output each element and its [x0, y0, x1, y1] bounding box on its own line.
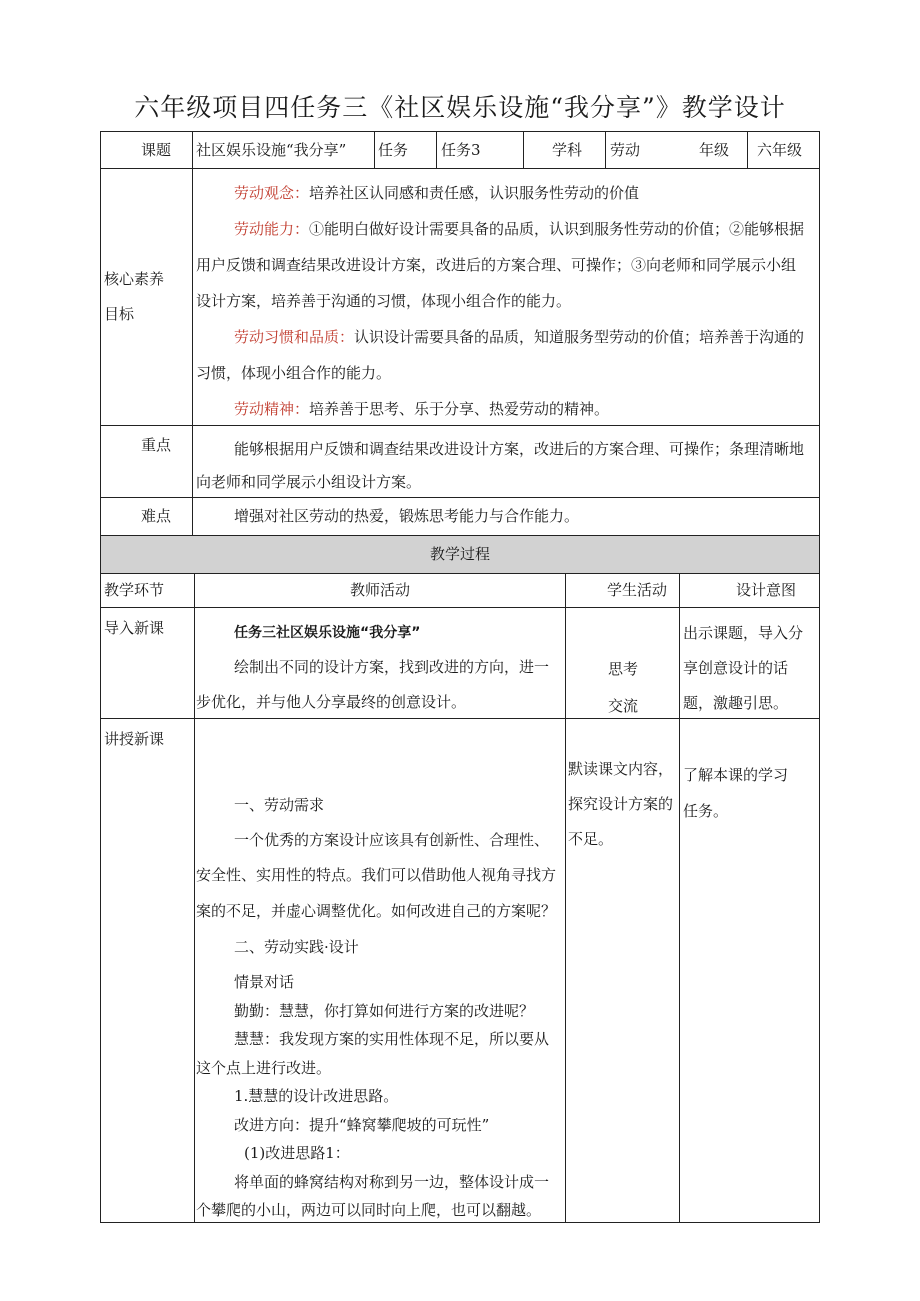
col-divider	[374, 131, 375, 169]
row-divider	[100, 168, 820, 169]
row-divider	[100, 573, 820, 574]
core-label: 核心素养	[104, 270, 165, 288]
lesson-teacher-line: 慧慧：我发现方案的实用性体现不足，所以要从	[234, 1030, 550, 1048]
lesson-intent-text: 了解本课的学习	[683, 766, 789, 784]
habit-text: 习惯，体现小组合作的能力。	[196, 364, 392, 382]
lesson-teacher-line: 改进方向：提升“蜂窝攀爬坡的可玩性”	[234, 1116, 490, 1134]
key-point-text: 能够根据用户反馈和调查结果改进设计方案，改进后的方案合理、可操作；条理清晰地	[234, 440, 805, 458]
lesson-student-text: 探究设计方案的	[568, 795, 674, 813]
subject-value: 社区娱乐设施“我分享”	[196, 141, 347, 159]
intro-student-text: 思考	[608, 660, 639, 678]
subject-label: 课题	[141, 141, 172, 159]
concept-line	[234, 184, 639, 202]
ability-label: 劳动能力：	[234, 220, 310, 238]
concept-text: 培养社区认同感和责任感，认识服务性劳动的价值	[309, 184, 640, 202]
task-value: 任务3	[441, 141, 481, 159]
col-divider	[192, 131, 193, 535]
page-title: 六年级项目四任务三《社区娱乐设施“我分享”》教学设计	[134, 93, 786, 122]
grade-value: 六年级	[757, 141, 803, 159]
lesson-intent-text: 任务。	[683, 802, 729, 820]
ability-text: 设计方案，培养善于沟通的习惯，体现小组合作的能力。	[196, 292, 572, 310]
row-divider	[100, 718, 820, 719]
ability-line	[234, 220, 804, 238]
intro-intent-text: 出示课题，导入分	[683, 624, 804, 642]
discipline-label: 学科	[552, 141, 583, 159]
habit-text: 认识设计需要具备的品质，知道服务型劳动的价值；培养善于沟通的	[354, 328, 805, 346]
row-divider	[100, 425, 820, 426]
col-divider	[436, 131, 437, 169]
col-divider	[679, 573, 680, 1223]
ability-text: 用户反馈和调查结果改进设计方案，改进后的方案合理、可操作；③向老师和同学展示小组	[196, 256, 797, 274]
intro-teacher-text: 步优化，并与他人分享最终的创意设计。	[196, 693, 467, 711]
habit-line	[234, 328, 804, 346]
lesson-teacher-line: 这个点上进行改进。	[196, 1059, 332, 1077]
row-divider	[100, 607, 820, 608]
intro-heading: 任务三社区娱乐设施“我分享”	[234, 625, 421, 641]
lesson-teacher-line: 一、劳动需求	[234, 796, 325, 814]
column-header: 教师活动	[350, 581, 411, 599]
column-header: 学生活动	[607, 581, 668, 599]
intro-intent-text: 享创意设计的话	[683, 659, 789, 677]
col-divider	[565, 573, 566, 1223]
lesson-teacher-line: 案的不足，并虚心调整优化。如何改进自己的方案呢？	[196, 902, 557, 920]
key-point-label: 重点	[141, 436, 172, 454]
grade-label: 年级	[699, 141, 730, 159]
lesson-teacher-line: (1)改进思路1：	[244, 1144, 350, 1162]
lesson-student-text: 默读课文内容，	[568, 760, 674, 778]
stage-lesson: 讲授新课	[104, 730, 165, 748]
discipline-value: 劳动	[610, 141, 641, 159]
row-divider	[100, 497, 820, 498]
spirit-text: 培养善于思考、乐于分享、热爱劳动的精神。	[309, 400, 610, 418]
spirit-line	[234, 400, 609, 418]
difficulty-text: 增强对社区劳动的热爱，锻炼思考能力与合作能力。	[234, 507, 580, 525]
core-label: 目标	[104, 305, 135, 323]
lesson-teacher-line: 1.慧慧的设计改进思路。	[234, 1087, 399, 1105]
row-divider	[100, 535, 820, 536]
lesson-teacher-line: 个攀爬的小山，两边可以同时向上爬，也可以翻越。	[196, 1201, 542, 1219]
table-border	[100, 1222, 820, 1223]
process-header: 教学过程	[430, 545, 491, 563]
intro-teacher-text: 绘制出不同的设计方案，找到改进的方向，进一	[234, 658, 550, 676]
difficulty-label: 难点	[141, 507, 172, 525]
col-divider	[747, 131, 748, 169]
table-border	[100, 131, 820, 132]
col-divider	[523, 131, 524, 169]
col-divider	[194, 573, 195, 1223]
concept-label: 劳动观念：	[234, 184, 310, 202]
col-divider	[605, 131, 606, 169]
table-border	[819, 131, 820, 1223]
lesson-teacher-line: 二、劳动实践·设计	[234, 938, 359, 956]
column-header: 设计意图	[736, 581, 797, 599]
lesson-student-text: 不足。	[568, 830, 614, 848]
lesson-teacher-line: 勤勤：慧慧，你打算如何进行方案的改进呢？	[234, 1002, 535, 1020]
spirit-label: 劳动精神：	[234, 400, 310, 418]
lesson-teacher-line: 安全性、实用性的特点。我们可以借助他人视角寻找方	[196, 866, 557, 884]
key-point-text: 向老师和同学展示小组设计方案。	[196, 473, 422, 491]
stage-intro: 导入新课	[104, 619, 165, 637]
column-header: 教学环节	[104, 581, 165, 599]
lesson-teacher-line: 一个优秀的方案设计应该具有创新性、合理性、	[234, 831, 550, 849]
intro-student-text: 交流	[608, 697, 639, 715]
habit-label: 劳动习惯和品质：	[234, 328, 355, 346]
lesson-teacher-line: 情景对话	[234, 973, 295, 991]
task-label: 任务	[378, 141, 409, 159]
table-border	[100, 131, 101, 1223]
lesson-teacher-line: 将单面的蜂窝结构对称到另一边，整体设计成一	[234, 1173, 550, 1191]
ability-text: ①能明白做好设计需要具备的品质，认识到服务性劳动的价值；②能够根据	[309, 220, 805, 238]
intro-intent-text: 题，激趣引思。	[683, 694, 789, 712]
